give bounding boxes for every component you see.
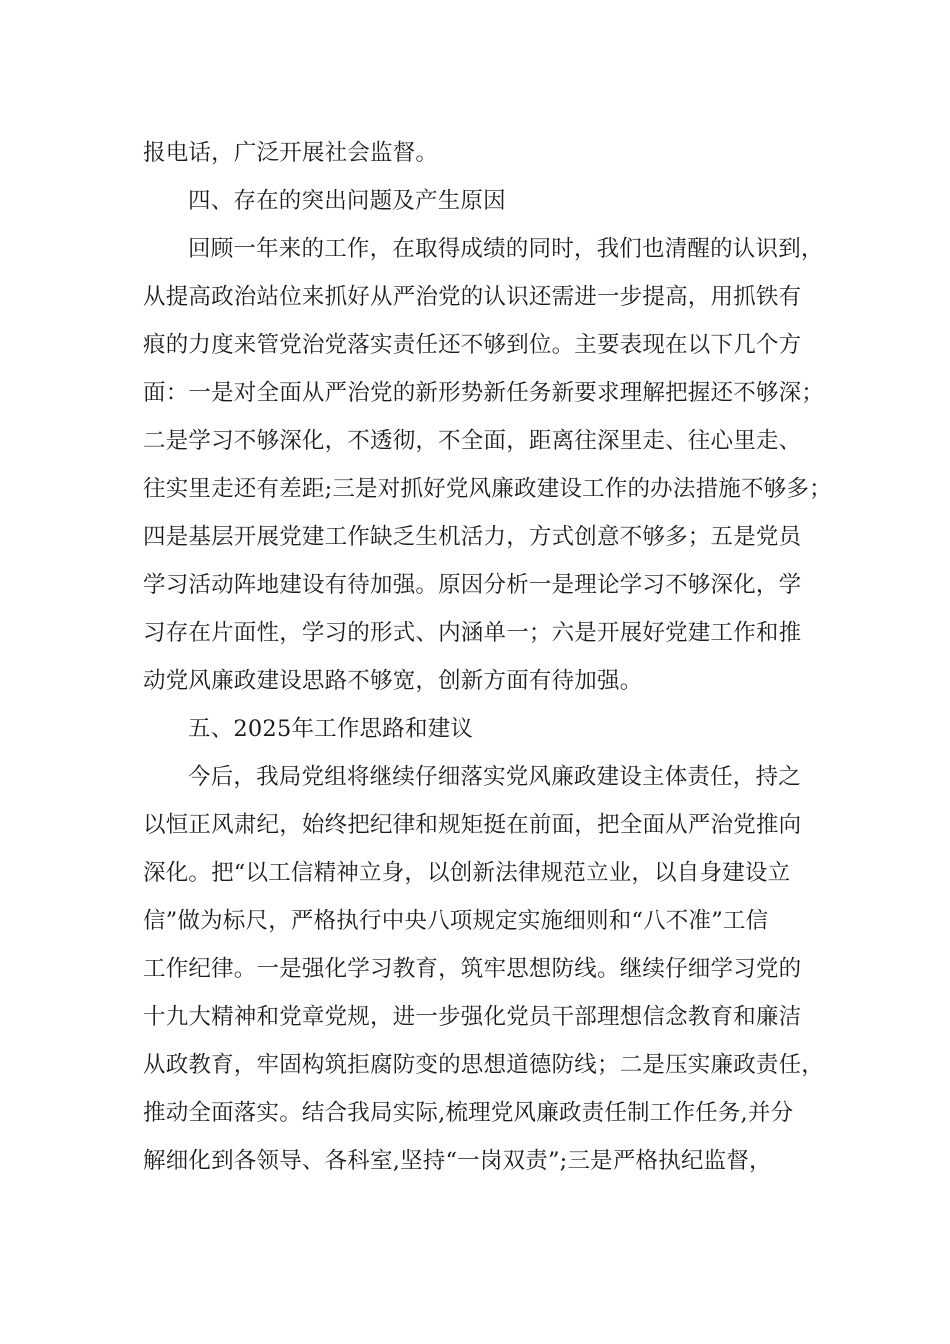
section-heading-5: 五、2025年工作思路和建议 bbox=[188, 716, 474, 742]
body-text-line: 痕的力度来管党治党落实责任还不够到位。主要表现在以下几个方 bbox=[143, 332, 802, 358]
body-text-line: 面：一是对全面从严治党的新形势新任务新要求理解把握还不够深； bbox=[143, 380, 825, 406]
paragraph-first-line: 今后，我局党组将继续仔细落实党风廉政建设主体责任，持之 bbox=[188, 764, 801, 790]
body-text-line: 报电话，广泛开展社会监督。 bbox=[143, 140, 439, 166]
body-text-line: 推动全面落实。结合我局实际,梳理党风廉政责任制工作任务,并分 bbox=[143, 1100, 794, 1126]
section-heading-4: 四、存在的突出问题及产生原因 bbox=[188, 188, 506, 214]
body-text-line: 信”做为标尺，严格执行中央八项规定实施细则和“八不准”工信 bbox=[143, 908, 769, 934]
body-text-line: 学习活动阵地建设有待加强。原因分析一是理论学习不够深化，学 bbox=[143, 572, 802, 598]
body-text-line: 解细化到各领导、各科室,坚持“一岗双责”;三是严格执纪监督， bbox=[143, 1148, 772, 1174]
body-text-line: 四是基层开展党建工作缺乏生机活力，方式创意不够多；五是党员 bbox=[143, 524, 802, 550]
body-text-line: 动党风廉政建设思路不够宽，创新方面有待加强。 bbox=[143, 668, 643, 694]
body-text-line: 二是学习不够深化，不透彻，不全面，距离往深里走、往心里走、 bbox=[143, 428, 802, 454]
body-text-line: 深化。把“以工信精神立身，以创新法律规范立业，以自身建设立 bbox=[143, 860, 791, 886]
paragraph-first-line: 回顾一年来的工作，在取得成绩的同时，我们也清醒的认识到， bbox=[188, 236, 824, 262]
body-text-line: 十九大精神和党章党规，进一步强化党员干部理想信念教育和廉洁 bbox=[143, 1004, 802, 1030]
body-text-line: 往实里走还有差距;三是对抓好党风廉政建设工作的办法措施不够多； bbox=[143, 476, 832, 502]
body-text-line: 习存在片面性，学习的形式、内涵单一；六是开展好党建工作和推 bbox=[143, 620, 802, 646]
body-text-line: 从政教育，牢固构筑拒腐防变的思想道德防线；二是压实廉政责任， bbox=[143, 1052, 825, 1078]
body-text-line: 以恒正风肃纪，始终把纪律和规矩挺在前面，把全面从严治党推向 bbox=[143, 812, 802, 838]
body-text-line: 工作纪律。一是强化学习教育，筑牢思想防线。继续仔细学习党的 bbox=[143, 956, 802, 982]
body-text-line: 从提高政治站位来抓好从严治党的认识还需进一步提高，用抓铁有 bbox=[143, 284, 802, 310]
